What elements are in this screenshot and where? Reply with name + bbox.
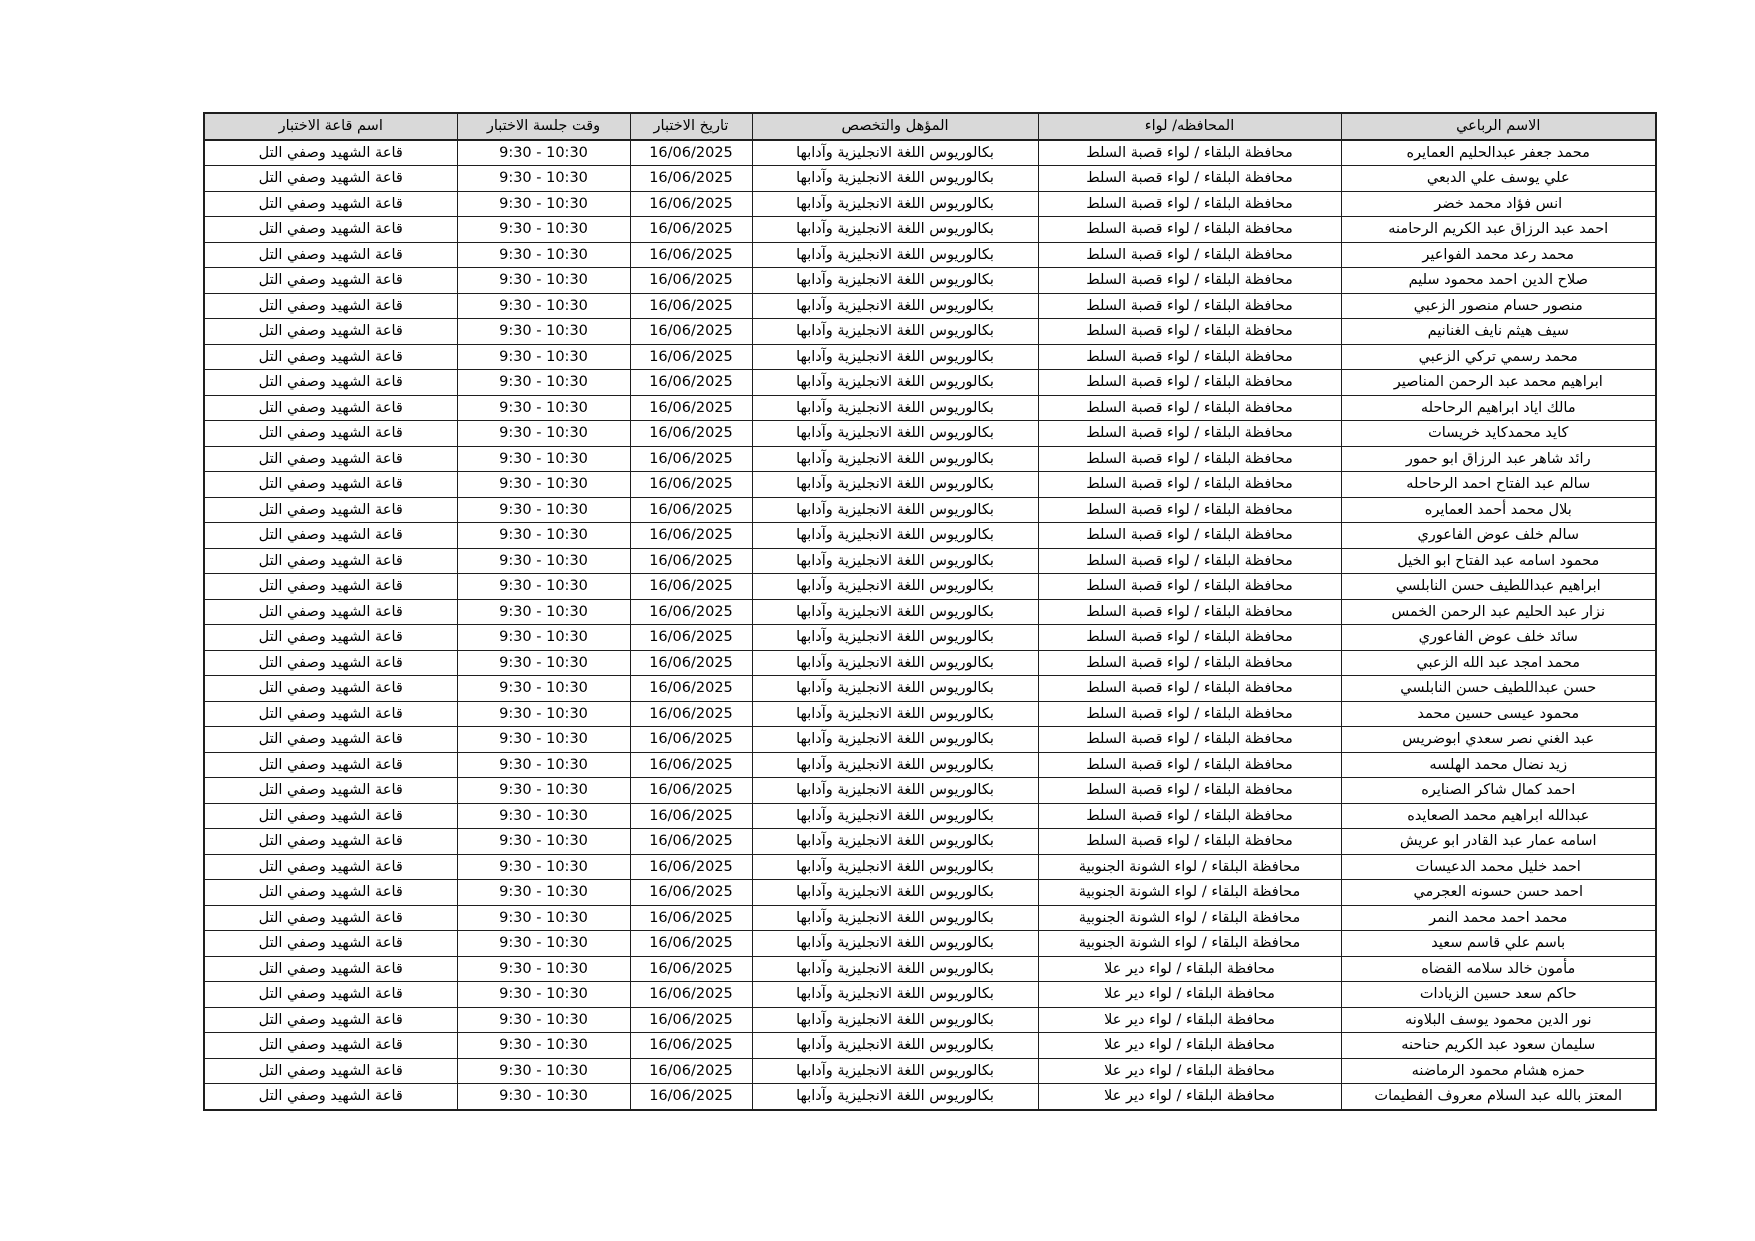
full-name-cell: سيف هيثم نايف الغنانيم [1341,319,1656,345]
table-row [204,701,1656,727]
governorate-cell: محافظة البلقاء / لواء الشونة الجنوبية [1038,880,1341,906]
exam-time-cell: 9:30 - 10:30 [457,676,630,702]
governorate-cell: محافظة البلقاء / لواء قصبة السلط [1038,191,1341,217]
exam-hall-cell: قاعة الشهيد وصفي التل [204,1058,457,1084]
exam-hall-cell: قاعة الشهيد وصفي التل [204,829,457,855]
exam-date-cell: 16/06/2025 [630,268,752,294]
table-row [204,1007,1656,1033]
exam-date-cell: 16/06/2025 [630,803,752,829]
qualification-cell: بكالوريوس اللغة الانجليزية وآدابها [752,574,1038,600]
exam-date-cell: 16/06/2025 [630,523,752,549]
governorate-cell: محافظة البلقاء / لواء قصبة السلط [1038,370,1341,396]
governorate-cell: محافظة البلقاء / لواء قصبة السلط [1038,166,1341,192]
governorate-cell: محافظة البلقاء / لواء دير علا [1038,1084,1341,1110]
exam-hall-cell: قاعة الشهيد وصفي التل [204,625,457,651]
exam-hall-cell: قاعة الشهيد وصفي التل [204,803,457,829]
qualification-cell: بكالوريوس اللغة الانجليزية وآدابها [752,701,1038,727]
exam-time-cell: 9:30 - 10:30 [457,548,630,574]
exam-time-cell: 9:30 - 10:30 [457,905,630,931]
exam-date-cell: 16/06/2025 [630,752,752,778]
full-name-cell: حسن عبداللطيف حسن النابلسي [1341,676,1656,702]
exam-date-cell: 16/06/2025 [630,727,752,753]
exam-date-cell: 16/06/2025 [630,1058,752,1084]
exam-time-cell: 9:30 - 10:30 [457,472,630,498]
exam-date-cell: 16/06/2025 [630,778,752,804]
governorate-cell: محافظة البلقاء / لواء قصبة السلط [1038,778,1341,804]
full-name-cell: سليمان سعود عبد الكريم حناحنه [1341,1033,1656,1059]
table-row [204,752,1656,778]
table-row [204,676,1656,702]
exam-hall-cell: قاعة الشهيد وصفي التل [204,676,457,702]
exam-hall-cell: قاعة الشهيد وصفي التل [204,1033,457,1059]
table-header-row [204,113,1656,140]
exam-date-cell: 16/06/2025 [630,1007,752,1033]
exam-hall-cell: قاعة الشهيد وصفي التل [204,701,457,727]
exam-time-cell: 9:30 - 10:30 [457,497,630,523]
exam-date-cell: 16/06/2025 [630,166,752,192]
exam-time-cell: 9:30 - 10:30 [457,829,630,855]
table-row [204,931,1656,957]
table-row [204,803,1656,829]
table-row [204,905,1656,931]
governorate-cell: محافظة البلقاء / لواء قصبة السلط [1038,421,1341,447]
exam-date-cell: 16/06/2025 [630,931,752,957]
governorate-cell: محافظة البلقاء / لواء دير علا [1038,956,1341,982]
exam-time-cell: 9:30 - 10:30 [457,293,630,319]
exam-hall-cell: قاعة الشهيد وصفي التل [204,344,457,370]
governorate-cell: محافظة البلقاء / لواء قصبة السلط [1038,497,1341,523]
full-name-cell: ابراهيم عبداللطيف حسن النابلسي [1341,574,1656,600]
exam-date-cell: 16/06/2025 [630,1033,752,1059]
exam-time-cell: 9:30 - 10:30 [457,931,630,957]
header-exam-time: وقت جلسة الاختبار [457,113,630,140]
full-name-cell: رائد شاهر عبد الرزاق ابو حمور [1341,446,1656,472]
exam-hall-cell: قاعة الشهيد وصفي التل [204,497,457,523]
qualification-cell: بكالوريوس اللغة الانجليزية وآدابها [752,727,1038,753]
exam-time-cell: 9:30 - 10:30 [457,803,630,829]
table-row [204,727,1656,753]
exam-time-cell: 9:30 - 10:30 [457,523,630,549]
governorate-cell: محافظة البلقاء / لواء دير علا [1038,1007,1341,1033]
exam-schedule-table [203,112,1657,1111]
exam-hall-cell: قاعة الشهيد وصفي التل [204,956,457,982]
exam-date-cell: 16/06/2025 [630,676,752,702]
full-name-cell: حمزه هشام محمود الرماضنه [1341,1058,1656,1084]
table-row [204,446,1656,472]
exam-hall-cell: قاعة الشهيد وصفي التل [204,370,457,396]
exam-date-cell: 16/06/2025 [630,905,752,931]
governorate-cell: محافظة البلقاء / لواء قصبة السلط [1038,727,1341,753]
governorate-cell: محافظة البلقاء / لواء دير علا [1038,1033,1341,1059]
table-row [204,395,1656,421]
exam-time-cell: 9:30 - 10:30 [457,880,630,906]
exam-hall-cell: قاعة الشهيد وصفي التل [204,1007,457,1033]
full-name-cell: احمد خليل محمد الدعيسات [1341,854,1656,880]
exam-hall-cell: قاعة الشهيد وصفي التل [204,650,457,676]
table-row [204,650,1656,676]
table-row [204,319,1656,345]
full-name-cell: سالم عبد الفتاح احمد الرحاحله [1341,472,1656,498]
exam-hall-cell: قاعة الشهيد وصفي التل [204,1084,457,1110]
governorate-cell: محافظة البلقاء / لواء قصبة السلط [1038,319,1341,345]
exam-date-cell: 16/06/2025 [630,956,752,982]
exam-time-cell: 9:30 - 10:30 [457,166,630,192]
table-row [204,778,1656,804]
exam-time-cell: 9:30 - 10:30 [457,752,630,778]
exam-time-cell: 9:30 - 10:30 [457,370,630,396]
full-name-cell: ابراهيم محمد عبد الرحمن المناصير [1341,370,1656,396]
header-exam-date: تاريخ الاختبار [630,113,752,140]
governorate-cell: محافظة البلقاء / لواء الشونة الجنوبية [1038,931,1341,957]
exam-date-cell: 16/06/2025 [630,217,752,243]
governorate-cell: محافظة البلقاء / لواء دير علا [1038,982,1341,1008]
exam-hall-cell: قاعة الشهيد وصفي التل [204,217,457,243]
full-name-cell: صلاح الدين احمد محمود سليم [1341,268,1656,294]
governorate-cell: محافظة البلقاء / لواء قصبة السلط [1038,650,1341,676]
table-row [204,421,1656,447]
exam-date-cell: 16/06/2025 [630,319,752,345]
exam-hall-cell: قاعة الشهيد وصفي التل [204,242,457,268]
exam-time-cell: 9:30 - 10:30 [457,1084,630,1110]
full-name-cell: نور الدين محمود يوسف البلاونه [1341,1007,1656,1033]
exam-time-cell: 9:30 - 10:30 [457,650,630,676]
exam-hall-cell: قاعة الشهيد وصفي التل [204,931,457,957]
full-name-cell: المعتز بالله عبد السلام معروف الفطيمات [1341,1084,1656,1110]
qualification-cell: بكالوريوس اللغة الانجليزية وآدابها [752,319,1038,345]
full-name-cell: احمد كمال شاكر الصنايره [1341,778,1656,804]
qualification-cell: بكالوريوس اللغة الانجليزية وآدابها [752,1033,1038,1059]
table-row [204,523,1656,549]
full-name-cell: عبد الغني نصر سعدي ابوضريس [1341,727,1656,753]
exam-date-cell: 16/06/2025 [630,701,752,727]
governorate-cell: محافظة البلقاء / لواء الشونة الجنوبية [1038,854,1341,880]
exam-date-cell: 16/06/2025 [630,242,752,268]
qualification-cell: بكالوريوس اللغة الانجليزية وآدابها [752,370,1038,396]
exam-date-cell: 16/06/2025 [630,574,752,600]
qualification-cell: بكالوريوس اللغة الانجليزية وآدابها [752,268,1038,294]
full-name-cell: مالك اياد ابراهيم الرحاحله [1341,395,1656,421]
table-row [204,166,1656,192]
governorate-cell: محافظة البلقاء / لواء قصبة السلط [1038,752,1341,778]
exam-date-cell: 16/06/2025 [630,421,752,447]
qualification-cell: بكالوريوس اللغة الانجليزية وآدابها [752,242,1038,268]
qualification-cell: بكالوريوس اللغة الانجليزية وآدابها [752,217,1038,243]
qualification-cell: بكالوريوس اللغة الانجليزية وآدابها [752,395,1038,421]
qualification-cell: بكالوريوس اللغة الانجليزية وآدابها [752,166,1038,192]
governorate-cell: محافظة البلقاء / لواء قصبة السلط [1038,242,1341,268]
exam-date-cell: 16/06/2025 [630,625,752,651]
exam-hall-cell: قاعة الشهيد وصفي التل [204,472,457,498]
exam-hall-cell: قاعة الشهيد وصفي التل [204,395,457,421]
table-row [204,242,1656,268]
full-name-cell: محمد جعفر عبدالحليم العمايره [1341,140,1656,166]
exam-time-cell: 9:30 - 10:30 [457,574,630,600]
table-row [204,1058,1656,1084]
governorate-cell: محافظة البلقاء / لواء قصبة السلط [1038,599,1341,625]
table-row [204,956,1656,982]
qualification-cell: بكالوريوس اللغة الانجليزية وآدابها [752,956,1038,982]
qualification-cell: بكالوريوس اللغة الانجليزية وآدابها [752,523,1038,549]
full-name-cell: محمود عيسى حسين محمد [1341,701,1656,727]
exam-hall-cell: قاعة الشهيد وصفي التل [204,446,457,472]
table-row [204,344,1656,370]
exam-time-cell: 9:30 - 10:30 [457,854,630,880]
header-governorate: المحافظه/ لواء [1038,113,1341,140]
exam-hall-cell: قاعة الشهيد وصفي التل [204,548,457,574]
full-name-cell: محمود اسامه عبد الفتاح ابو الخيل [1341,548,1656,574]
full-name-cell: اسامه عمار عبد القادر ابو عريش [1341,829,1656,855]
exam-time-cell: 9:30 - 10:30 [457,242,630,268]
exam-time-cell: 9:30 - 10:30 [457,727,630,753]
table-row [204,880,1656,906]
full-name-cell: باسم علي قاسم سعيد [1341,931,1656,957]
full-name-cell: احمد حسن حسونه العجرمي [1341,880,1656,906]
table-row [204,293,1656,319]
exam-date-cell: 16/06/2025 [630,880,752,906]
exam-time-cell: 9:30 - 10:30 [457,344,630,370]
table-row [204,140,1656,166]
full-name-cell: منصور حسام منصور الزعبي [1341,293,1656,319]
qualification-cell: بكالوريوس اللغة الانجليزية وآدابها [752,778,1038,804]
exam-time-cell: 9:30 - 10:30 [457,1058,630,1084]
exam-hall-cell: قاعة الشهيد وصفي التل [204,778,457,804]
exam-time-cell: 9:30 - 10:30 [457,268,630,294]
exam-date-cell: 16/06/2025 [630,344,752,370]
qualification-cell: بكالوريوس اللغة الانجليزية وآدابها [752,344,1038,370]
exam-date-cell: 16/06/2025 [630,829,752,855]
header-qualification: المؤهل والتخصص [752,113,1038,140]
governorate-cell: محافظة البلقاء / لواء قصبة السلط [1038,293,1341,319]
full-name-cell: علي يوسف علي الدبعي [1341,166,1656,192]
qualification-cell: بكالوريوس اللغة الانجليزية وآدابها [752,446,1038,472]
exam-hall-cell: قاعة الشهيد وصفي التل [204,191,457,217]
qualification-cell: بكالوريوس اللغة الانجليزية وآدابها [752,752,1038,778]
table-row [204,574,1656,600]
exam-time-cell: 9:30 - 10:30 [457,140,630,166]
exam-time-cell: 9:30 - 10:30 [457,446,630,472]
exam-hall-cell: قاعة الشهيد وصفي التل [204,268,457,294]
full-name-cell: محمد رعد محمد الفواعير [1341,242,1656,268]
table-row [204,548,1656,574]
exam-hall-cell: قاعة الشهيد وصفي التل [204,140,457,166]
governorate-cell: محافظة البلقاء / لواء قصبة السلط [1038,395,1341,421]
qualification-cell: بكالوريوس اللغة الانجليزية وآدابها [752,191,1038,217]
governorate-cell: محافظة البلقاء / لواء قصبة السلط [1038,472,1341,498]
table-row [204,982,1656,1008]
exam-date-cell: 16/06/2025 [630,395,752,421]
governorate-cell: محافظة البلقاء / لواء قصبة السلط [1038,548,1341,574]
exam-time-cell: 9:30 - 10:30 [457,217,630,243]
exam-hall-cell: قاعة الشهيد وصفي التل [204,982,457,1008]
qualification-cell: بكالوريوس اللغة الانجليزية وآدابها [752,905,1038,931]
table-row [204,217,1656,243]
governorate-cell: محافظة البلقاء / لواء الشونة الجنوبية [1038,905,1341,931]
governorate-cell: محافظة البلقاء / لواء قصبة السلط [1038,803,1341,829]
header-exam-hall: اسم قاعة الاختبار [204,113,457,140]
qualification-cell: بكالوريوس اللغة الانجليزية وآدابها [752,880,1038,906]
table-row [204,625,1656,651]
full-name-cell: سائد خلف عوض الفاعوري [1341,625,1656,651]
governorate-cell: محافظة البلقاء / لواء قصبة السلط [1038,676,1341,702]
full-name-cell: محمد امجد عبد الله الزعبي [1341,650,1656,676]
exam-date-cell: 16/06/2025 [630,446,752,472]
governorate-cell: محافظة البلقاء / لواء قصبة السلط [1038,344,1341,370]
header-full-name: الاسم الرباعي [1341,113,1656,140]
qualification-cell: بكالوريوس اللغة الانجليزية وآدابها [752,497,1038,523]
qualification-cell: بكالوريوس اللغة الانجليزية وآدابها [752,854,1038,880]
exam-hall-cell: قاعة الشهيد وصفي التل [204,599,457,625]
full-name-cell: نزار عبد الحليم عبد الرحمن الخمس [1341,599,1656,625]
exam-time-cell: 9:30 - 10:30 [457,599,630,625]
qualification-cell: بكالوريوس اللغة الانجليزية وآدابها [752,1007,1038,1033]
exam-time-cell: 9:30 - 10:30 [457,319,630,345]
table-row [204,268,1656,294]
full-name-cell: سالم خلف عوض الفاعوري [1341,523,1656,549]
exam-hall-cell: قاعة الشهيد وصفي التل [204,854,457,880]
exam-hall-cell: قاعة الشهيد وصفي التل [204,421,457,447]
exam-hall-cell: قاعة الشهيد وصفي التل [204,523,457,549]
qualification-cell: بكالوريوس اللغة الانجليزية وآدابها [752,676,1038,702]
qualification-cell: بكالوريوس اللغة الانجليزية وآدابها [752,140,1038,166]
exam-date-cell: 16/06/2025 [630,293,752,319]
full-name-cell: محمد احمد محمد النمر [1341,905,1656,931]
qualification-cell: بكالوريوس اللغة الانجليزية وآدابها [752,931,1038,957]
qualification-cell: بكالوريوس اللغة الانجليزية وآدابها [752,650,1038,676]
governorate-cell: محافظة البلقاء / لواء قصبة السلط [1038,574,1341,600]
governorate-cell: محافظة البلقاء / لواء قصبة السلط [1038,268,1341,294]
governorate-cell: محافظة البلقاء / لواء قصبة السلط [1038,625,1341,651]
exam-date-cell: 16/06/2025 [630,982,752,1008]
exam-date-cell: 16/06/2025 [630,1084,752,1110]
exam-time-cell: 9:30 - 10:30 [457,701,630,727]
table-row [204,1084,1656,1110]
table-row [204,497,1656,523]
full-name-cell: بلال محمد أحمد العمايره [1341,497,1656,523]
qualification-cell: بكالوريوس اللغة الانجليزية وآدابها [752,421,1038,447]
exam-hall-cell: قاعة الشهيد وصفي التل [204,293,457,319]
exam-time-cell: 9:30 - 10:30 [457,191,630,217]
table-row [204,1033,1656,1059]
exam-time-cell: 9:30 - 10:30 [457,1007,630,1033]
exam-date-cell: 16/06/2025 [630,599,752,625]
qualification-cell: بكالوريوس اللغة الانجليزية وآدابها [752,1084,1038,1110]
exam-date-cell: 16/06/2025 [630,370,752,396]
exam-time-cell: 9:30 - 10:30 [457,778,630,804]
full-name-cell: كايد محمدكايد خريسات [1341,421,1656,447]
qualification-cell: بكالوريوس اللغة الانجليزية وآدابها [752,599,1038,625]
exam-date-cell: 16/06/2025 [630,140,752,166]
exam-date-cell: 16/06/2025 [630,191,752,217]
table-row [204,599,1656,625]
governorate-cell: محافظة البلقاء / لواء قصبة السلط [1038,523,1341,549]
qualification-cell: بكالوريوس اللغة الانجليزية وآدابها [752,829,1038,855]
full-name-cell: حاكم سعد حسين الزيادات [1341,982,1656,1008]
exam-time-cell: 9:30 - 10:30 [457,1033,630,1059]
table-row [204,854,1656,880]
exam-time-cell: 9:30 - 10:30 [457,625,630,651]
exam-hall-cell: قاعة الشهيد وصفي التل [204,905,457,931]
table-row [204,191,1656,217]
governorate-cell: محافظة البلقاء / لواء دير علا [1038,1058,1341,1084]
exam-time-cell: 9:30 - 10:30 [457,982,630,1008]
exam-date-cell: 16/06/2025 [630,548,752,574]
qualification-cell: بكالوريوس اللغة الانجليزية وآدابها [752,982,1038,1008]
full-name-cell: مأمون خالد سلامه القضاه [1341,956,1656,982]
qualification-cell: بكالوريوس اللغة الانجليزية وآدابها [752,803,1038,829]
full-name-cell: عبدالله ابراهيم محمد الصعايده [1341,803,1656,829]
exam-hall-cell: قاعة الشهيد وصفي التل [204,574,457,600]
governorate-cell: محافظة البلقاء / لواء قصبة السلط [1038,701,1341,727]
exam-hall-cell: قاعة الشهيد وصفي التل [204,880,457,906]
exam-date-cell: 16/06/2025 [630,650,752,676]
exam-hall-cell: قاعة الشهيد وصفي التل [204,727,457,753]
exam-hall-cell: قاعة الشهيد وصفي التل [204,752,457,778]
table-row [204,472,1656,498]
full-name-cell: احمد عبد الرزاق عبد الكريم الرحامنه [1341,217,1656,243]
qualification-cell: بكالوريوس اللغة الانجليزية وآدابها [752,293,1038,319]
exam-time-cell: 9:30 - 10:30 [457,421,630,447]
full-name-cell: محمد رسمي تركي الزعبي [1341,344,1656,370]
exam-date-cell: 16/06/2025 [630,497,752,523]
qualification-cell: بكالوريوس اللغة الانجليزية وآدابها [752,625,1038,651]
qualification-cell: بكالوريوس اللغة الانجليزية وآدابها [752,472,1038,498]
governorate-cell: محافظة البلقاء / لواء قصبة السلط [1038,446,1341,472]
qualification-cell: بكالوريوس اللغة الانجليزية وآدابها [752,1058,1038,1084]
table-row [204,370,1656,396]
exam-hall-cell: قاعة الشهيد وصفي التل [204,166,457,192]
exam-date-cell: 16/06/2025 [630,472,752,498]
governorate-cell: محافظة البلقاء / لواء قصبة السلط [1038,829,1341,855]
exam-hall-cell: قاعة الشهيد وصفي التل [204,319,457,345]
full-name-cell: زيد نضال محمد الهلسه [1341,752,1656,778]
qualification-cell: بكالوريوس اللغة الانجليزية وآدابها [752,548,1038,574]
exam-time-cell: 9:30 - 10:30 [457,395,630,421]
exam-date-cell: 16/06/2025 [630,854,752,880]
full-name-cell: انس فؤاد محمد خضر [1341,191,1656,217]
governorate-cell: محافظة البلقاء / لواء قصبة السلط [1038,140,1341,166]
governorate-cell: محافظة البلقاء / لواء قصبة السلط [1038,217,1341,243]
exam-time-cell: 9:30 - 10:30 [457,956,630,982]
table-row [204,829,1656,855]
